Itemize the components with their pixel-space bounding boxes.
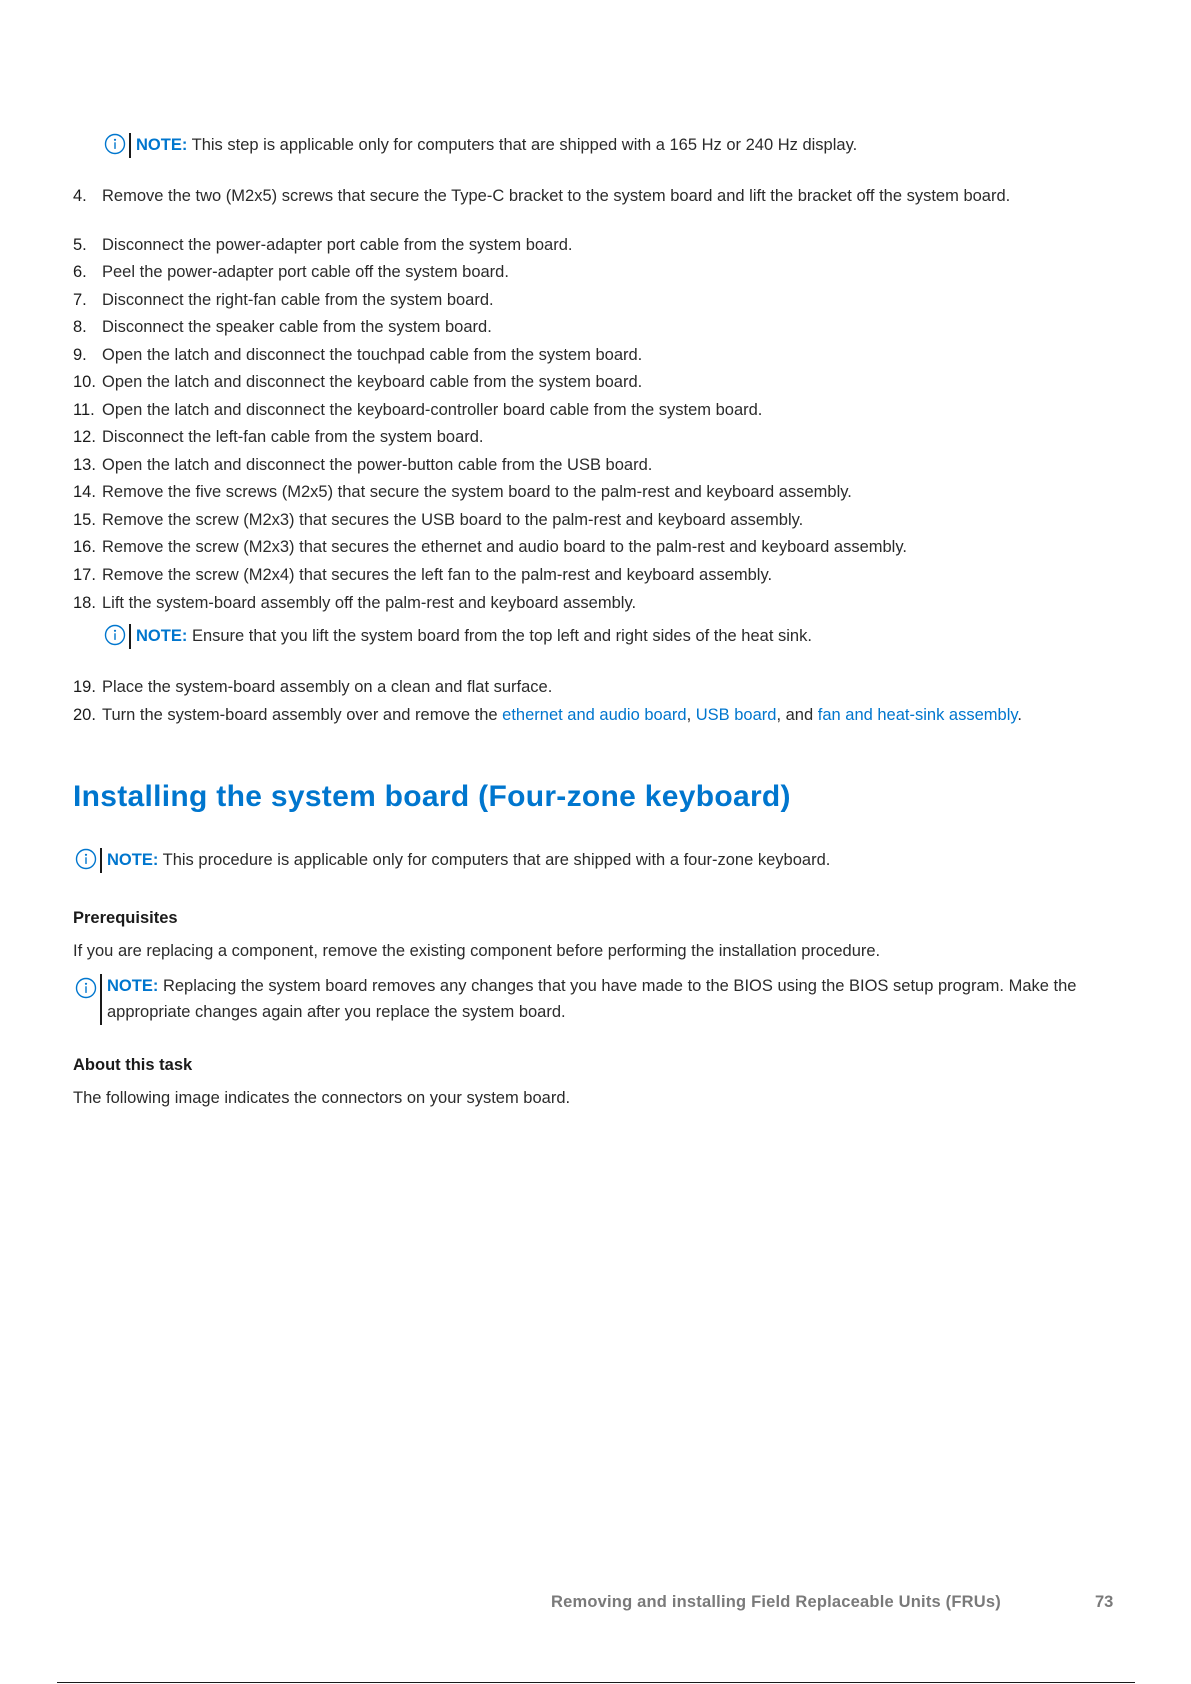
note-divider xyxy=(100,974,102,1025)
info-icon xyxy=(104,133,126,155)
note-divider xyxy=(129,624,131,649)
about-text: The following image indicates the connectors on your system board. xyxy=(73,1089,571,1107)
note-display xyxy=(104,133,857,158)
note-divider xyxy=(129,133,131,158)
step-20-text: Turn the system-board assembly over and remove the ethernet and audio board, USB board, and fan and heat-sink assembly. xyxy=(102,706,1022,724)
info-icon xyxy=(75,977,97,999)
prerequisites-heading: Prerequisites xyxy=(73,909,178,927)
note-four-zone xyxy=(75,848,830,873)
footer-rule xyxy=(57,1682,1135,1683)
list-item: 12. Disconnect the left-fan cable from the system board. xyxy=(73,428,484,446)
list-item: 10. Open the latch and disconnect the keyboard cable from the system board. xyxy=(73,373,643,391)
list-item: 15. Remove the screw (M2x3) that secures the USB board to the palm-rest and keyboard assembly. xyxy=(73,511,804,529)
note-text: NOTE: This procedure is applicable only for computers that are shipped with a four-zone keyboard. xyxy=(107,851,831,869)
list-item: 17. Remove the screw (M2x4) that secures the left fan to the palm-rest and keyboard assembly. xyxy=(73,566,773,584)
list-item: 9. Open the latch and disconnect the touchpad cable from the system board. xyxy=(73,346,643,364)
note-divider xyxy=(100,848,102,873)
list-item: 14. Remove the five screws (M2x5) that secure the system board to the palm-rest and keyboard assembly. xyxy=(73,483,852,501)
list-item: 20. Turn the system-board assembly over and remove the ethernet and audio board, USB board, and fan and heat-sink assembly. xyxy=(73,705,1093,726)
list-item: 13. Open the latch and disconnect the power-button cable from the USB board. xyxy=(73,456,653,474)
page-number: 73 xyxy=(1095,1593,1114,1611)
usb-board-link[interactable]: USB board xyxy=(695,706,777,724)
list-item: 11. Open the latch and disconnect the keyboard-controller board cable from the system board. xyxy=(73,401,763,419)
section-title: Installing the system board (Four-zone keyboard) xyxy=(73,780,791,813)
prerequisites-text: If you are replacing a component, remove the existing component before performing the installation procedure. xyxy=(73,942,881,960)
info-icon xyxy=(75,848,97,870)
footer-title: Removing and installing Field Replaceable Units (FRUs) xyxy=(551,1593,1001,1611)
list-item: 4. Remove the two (M2x5) screws that secure the Type-C bracket to the system board and lift the bracket off the system board. xyxy=(73,187,1011,205)
fan-heat-sink-link[interactable]: fan and heat-sink assembly xyxy=(817,706,1018,724)
list-item: 6. Peel the power-adapter port cable off the system board. xyxy=(73,263,509,281)
about-heading: About this task xyxy=(73,1056,193,1074)
note-text: NOTE: This step is applicable only for computers that are shipped with a 165 Hz or 240 Hz display. xyxy=(136,136,858,154)
info-icon xyxy=(104,624,126,646)
note-lift xyxy=(104,624,812,649)
note-text: NOTE: Ensure that you lift the system board from the top left and right sides of the heat sink. xyxy=(136,627,812,645)
note-text: NOTE: Replacing the system board removes any changes that you have made to the BIOS using the BIOS setup program. Make the appropriate changes again after you replace the system board. xyxy=(107,977,1077,1021)
note-bios xyxy=(75,974,1110,1025)
list-item: 18. Lift the system-board assembly off the palm-rest and keyboard assembly. xyxy=(73,594,637,612)
list-item: 7. Disconnect the right-fan cable from the system board. xyxy=(73,291,494,309)
list-item: 19. Place the system-board assembly on a clean and flat surface. xyxy=(73,678,553,696)
ethernet-audio-board-link[interactable]: ethernet and audio board xyxy=(502,706,687,724)
list-item: 16. Remove the screw (M2x3) that secures the ethernet and audio board to the palm-rest and keyboard assembly. xyxy=(73,538,907,556)
list-item: 8. Disconnect the speaker cable from the system board. xyxy=(73,318,492,336)
list-item: 5. Disconnect the power-adapter port cable from the system board. xyxy=(73,236,573,254)
